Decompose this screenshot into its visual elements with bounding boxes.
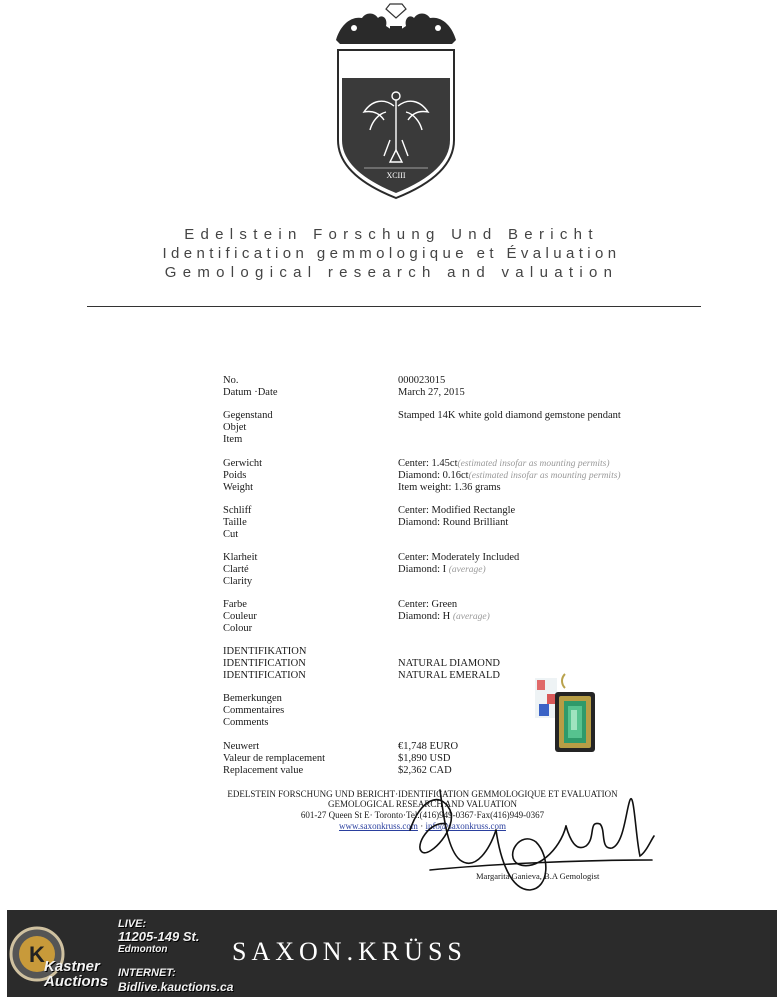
website-link[interactable]: www.saxonkruss.com — [339, 821, 418, 831]
colour-diamond: Diamond: H (average) — [398, 611, 490, 622]
value-euro: €1,748 EURO — [398, 741, 459, 752]
footer-division: GEMOLOGICAL RESEARCH AND VALUATION — [327, 799, 518, 809]
field-label: Gegenstand — [223, 410, 273, 421]
header-german: Edelstein Forschung Und Bericht — [184, 226, 599, 243]
email-link[interactable]: info@saxonkruss.com — [425, 821, 506, 831]
clarity-center: Center: Moderately Included — [398, 552, 520, 563]
field-label: No. — [223, 375, 239, 386]
field-label: IDENTIFICATION — [223, 658, 306, 669]
identification-diamond: NATURAL DIAMOND — [398, 658, 500, 669]
cut-diamond: Diamond: Round Brilliant — [398, 517, 509, 528]
ka-live-label: LIVE: — [118, 918, 147, 930]
colour-center: Center: Green — [398, 599, 458, 610]
field-label: Colour — [223, 623, 253, 634]
header-french: Identification gemmologique et Évaluation — [162, 245, 621, 262]
ka-name-top: Kastner — [44, 958, 100, 975]
field-label: Taille — [223, 517, 247, 528]
footer-address: 601-27 Queen St E· Toronto·Tel.(416)949-0367·Fax(416)949-0367 — [300, 810, 545, 820]
weight-item: Item weight: 1.36 grams — [398, 482, 501, 493]
field-label: Gerwicht — [223, 458, 263, 469]
field-label: Item — [223, 434, 243, 445]
field-label: Valeur de remplacement — [223, 753, 326, 764]
field-label: Couleur — [223, 611, 257, 622]
field-label: Farbe — [223, 599, 247, 610]
field-label: Cut — [223, 529, 239, 540]
crest-numeral: XCIII — [386, 171, 406, 180]
header-divider — [87, 306, 701, 307]
value-cad: $2,362 CAD — [398, 765, 452, 776]
field-label: Schliff — [223, 505, 252, 516]
field-label: Poids — [223, 470, 247, 481]
header-english: Gemological research and valuation — [164, 264, 619, 281]
field-label: Clarté — [223, 564, 249, 575]
field-label: Neuwert — [223, 741, 260, 752]
item-description: Stamped 14K white gold diamond gemstone pendant — [398, 410, 621, 421]
footer-links: www.saxonkruss.com · info@saxonkruss.com — [339, 821, 506, 831]
ka-name-bottom: Auctions — [44, 973, 109, 990]
cut-center: Center: Modified Rectangle — [398, 505, 516, 516]
field-label: Bemerkungen — [223, 693, 282, 704]
ka-url[interactable]: Bidlive.kauctions.ca — [118, 980, 234, 994]
weight-diamond: Diamond: 0.16ct(estimated insofar as mounting permits) — [398, 470, 621, 481]
field-label: IDENTIFIKATION — [223, 646, 307, 657]
svg-text:K: K — [29, 942, 45, 967]
certificate-date: March 27, 2015 — [398, 387, 465, 398]
ka-internet-label: INTERNET: — [118, 967, 176, 979]
crest-emblem — [336, 0, 456, 200]
certificate-number: 000023015 — [398, 375, 446, 386]
footer-company: EDELSTEIN FORSCHUNG UND BERICHT·IDENTIFICATION GEMMOLOGIQUE ET EVALUATION — [227, 789, 618, 799]
field-label: Objet — [223, 422, 247, 433]
field-label: Clarity — [223, 576, 253, 587]
brand-name: SAXON.KRÜSS — [232, 937, 467, 966]
ka-city: Edmonton — [118, 944, 168, 955]
field-label: Replacement value — [223, 765, 304, 776]
field-label: Datum ·Date — [223, 387, 278, 398]
signatory-name: Margarita Ganieva, B.A Gemologist — [476, 871, 600, 881]
field-label: Commentaires — [223, 705, 285, 716]
field-label: Weight — [223, 482, 254, 493]
pendant-photo — [535, 670, 605, 762]
clarity-diamond: Diamond: I (average) — [398, 564, 486, 575]
field-label: Klarheit — [223, 552, 258, 563]
value-usd: $1,890 USD — [398, 753, 451, 764]
field-label: Comments — [223, 717, 269, 728]
identification-emerald: NATURAL EMERALD — [398, 670, 500, 681]
ka-address: 11205-149 St. — [118, 929, 200, 944]
weight-center: Center: 1.45ct(estimated insofar as mounting permits) — [398, 458, 610, 469]
field-label: IDENTIFICATION — [223, 670, 306, 681]
